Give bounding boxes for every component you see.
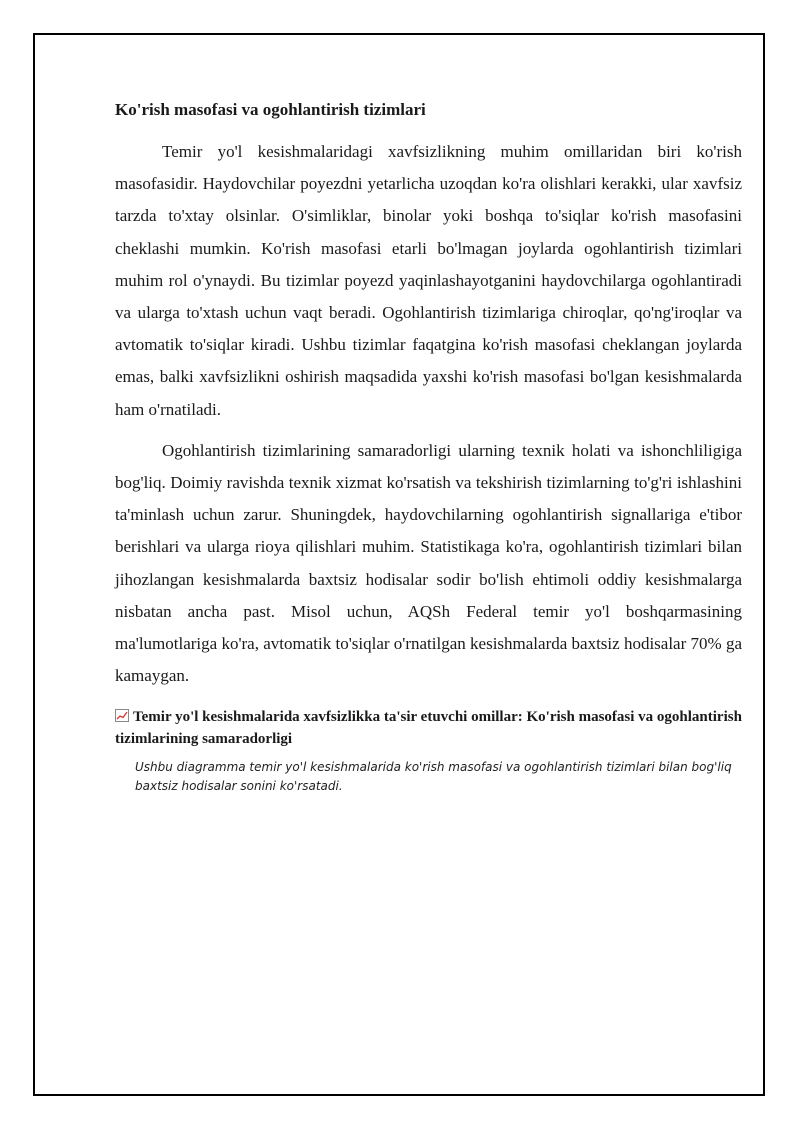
section-heading: Ko'rish masofasi va ogohlantirish tizimlari bbox=[115, 100, 426, 119]
figure-description: Ushbu diagramma temir yo'l kesishmalarida ko'rish masofasi va ogohlantirish tizimlari bilan bog'liq baxtsiz hodisalar sonini ko'rsatadi. bbox=[135, 760, 732, 794]
figure-title: Temir yo'l kesishmalarida xavfsizlikka ta'sir etuvchi omillar: Ko'rish masofasi va ogohlantirish tizimlarining samaradorligi bbox=[115, 709, 742, 748]
document-body bbox=[115, 96, 742, 796]
chart-increasing-icon bbox=[115, 709, 129, 722]
figure-caption bbox=[115, 706, 742, 750]
paragraph-visibility: Temir yo'l kesishmalaridagi xavfsizlikning muhim omillaridan biri ko'rish masofasidir. Haydovchilar poyezdni yetarlicha uzoqdan ko'ra olishlari kerakki, ular xavfsiz tarzda to'xtay olsinlar. O'simliklar, binolar yoki boshqa to'siqlar ko'rish masofasini cheklashi mumkin. Ko'rish masofasi etarli bo'lmagan joylarda ogohlantirish tizimlari muhim rol o'ynaydi. Bu tizimlar poyezd yaqinlashayotganini haydovchilarga ogohlantiradi va ularga to'xtash uchun vaqt beradi. Ogohlantirish tizimlariga chiroqlar, qo'ng'iroqlar va avtomatik to'siqlar kiradi. Ushbu tizimlar faqatgina ko'rish masofasi cheklangan joylarda emas, balki xavfsizlikni oshirish maqsadida yaxshi ko'rish masofasi bo'lgan kesishmalarda ham o'rnatiladi. bbox=[115, 142, 742, 419]
paragraph-effectiveness: Ogohlantirish tizimlarining samaradorligi ularning texnik holati va ishonchliligiga bog'liq. Doimiy ravishda texnik xizmat ko'rsatish va tekshirish tizimlarning to'g'ri ishlashini ta'minlash uchun zarur. Shuningdek, haydovchilarning ogohlantirish signallariga e'tibor berishlari va ularga rioya qilishlari muhim. Statistikaga ko'ra, ogohlantirish tizimlari bilan jihozlangan kesishmalarda baxtsiz hodisalar sodir bo'lish ehtimoli oddiy kesishmalarga nisbatan ancha past. Misol uchun, AQSh Federal temir yo'l boshqarmasining ma'lumotlariga ko'ra, avtomatik to'siqlar o'rnatilgan kesishmalarda baxtsiz hodisalar 70% ga kamaygan. bbox=[115, 440, 742, 686]
